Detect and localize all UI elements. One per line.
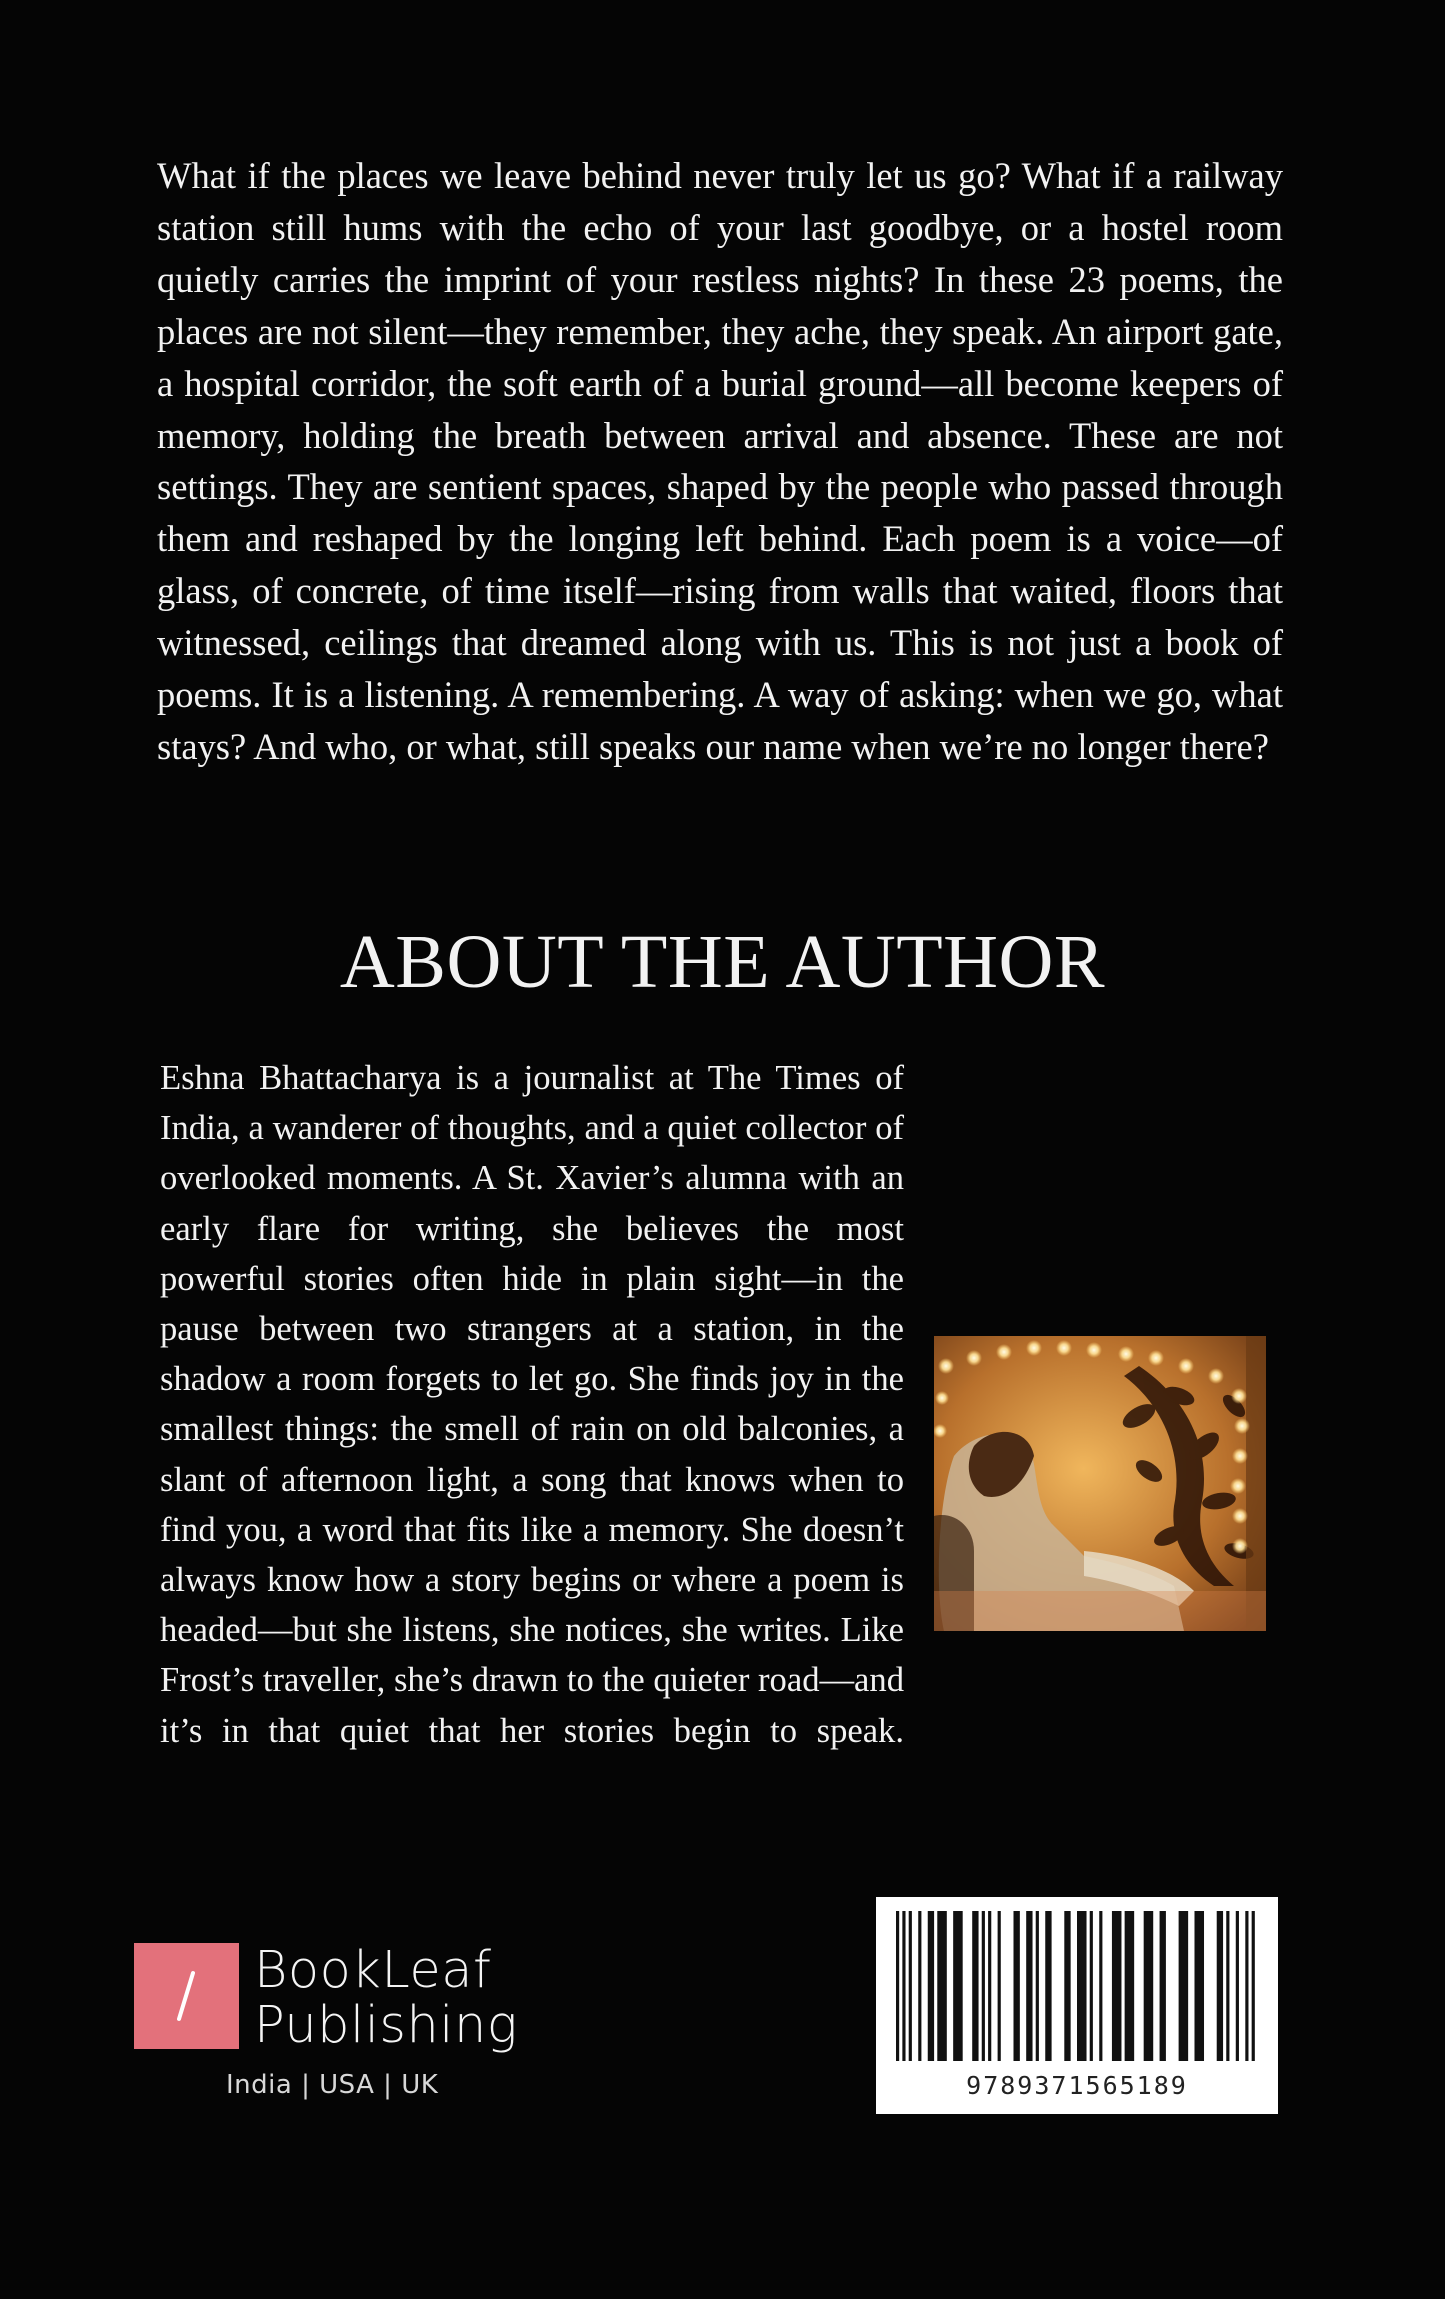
barcode-bar xyxy=(1036,1911,1039,2061)
author-photo xyxy=(934,1336,1266,1631)
barcode-bar xyxy=(928,1911,934,2061)
barcode-bar xyxy=(1226,1911,1229,2061)
leaf-slash-icon xyxy=(134,1943,239,2049)
barcode-bar xyxy=(953,1911,963,2061)
barcode-bar xyxy=(1179,1911,1189,2061)
barcode-bar xyxy=(1236,1911,1239,2061)
barcode-bars xyxy=(896,1911,1258,2076)
barcode-bar xyxy=(1090,1911,1093,2061)
barcode-bar xyxy=(1144,1911,1154,2061)
barcode-bar xyxy=(1217,1911,1223,2061)
barcode-bar xyxy=(998,1911,1001,2061)
barcode-bar xyxy=(1160,1911,1166,2061)
publisher-logo xyxy=(134,1943,534,2113)
barcode-bar xyxy=(918,1911,921,2061)
about-author-heading: ABOUT THE AUTHOR xyxy=(339,920,1106,1004)
barcode-bar xyxy=(1077,1911,1087,2061)
barcode-bar xyxy=(1064,1911,1070,2061)
barcode-bar xyxy=(1099,1911,1102,2061)
barcode-bar xyxy=(896,1911,899,2061)
barcode-bar xyxy=(1194,1911,1204,2061)
publisher-name xyxy=(254,1943,518,2053)
isbn-number: 9789371565189 xyxy=(966,2071,1188,2100)
barcode-bar xyxy=(1013,1911,1019,2061)
barcode-bar xyxy=(1245,1911,1248,2061)
barcode-bar xyxy=(982,1911,985,2061)
barcode-bar xyxy=(1252,1911,1255,2061)
barcode-bar xyxy=(937,1911,947,2061)
author-bio: Eshna Bhattacharya is a journalist at The Times of India, a wanderer of thoughts, and a quiet collector of overlooked moments. A St. Xavier’s alumna with an early flare for writing, she believes the most powerful stories often hide in plain sight—in the pause between two strangers at a station, in the shadow a room forgets to let go. She finds joy in the smallest things: the smell of rain on old balconies, a slant of afternoon light, a song that knows when to find you, a word that fits like a memory. She doesn’t always know how a story begins or where a poem is headed—but she listens, she notices, she writes. Like Frost’s traveller, she’s drawn to the quieter road—and it’s in that quiet that her stories begin to speak. xyxy=(160,1059,904,1750)
barcode-bar xyxy=(902,1911,905,2061)
barcode-bar xyxy=(909,1911,912,2061)
publisher-name-line1: BookLeaf xyxy=(254,1941,492,2000)
isbn-barcode xyxy=(876,1897,1278,2114)
barcode-bar xyxy=(988,1911,991,2061)
barcode-bar xyxy=(1026,1911,1032,2061)
publisher-name-line2: Publishing xyxy=(254,1996,518,2055)
barcode-bar xyxy=(1125,1911,1135,2061)
back-cover-blurb: What if the places we leave behind never truly let us go? What if a railway station still hums with the echo of your last goodbye, or a hostel room quietly carries the imprint of your restless nights? In these 23 poems, the places are not silent—they remember, they ache, they speak. An airport gate, a hospital corridor, the soft earth of a burial ground—all become keepers of memory, holding the breath between arrival and absence. These are not settings. They are sentient spaces, shaped by the people who passed through them and reshaped by the longing left behind. Each poem is a voice—of glass, of concrete, of time itself—rising from walls that waited, floors that witnessed, ceilings that dreamed along with us. This is not just a book of poems. It is a listening. A remembering. A way of asking: when we go, what stays? And who, or what, still speaks our name when we’re no longer there? xyxy=(157,155,1283,767)
barcode-bar xyxy=(1045,1911,1051,2061)
barcode-bar xyxy=(972,1911,978,2061)
barcode-bar xyxy=(1112,1911,1122,2061)
publisher-regions: India | USA | UK xyxy=(226,2070,439,2100)
